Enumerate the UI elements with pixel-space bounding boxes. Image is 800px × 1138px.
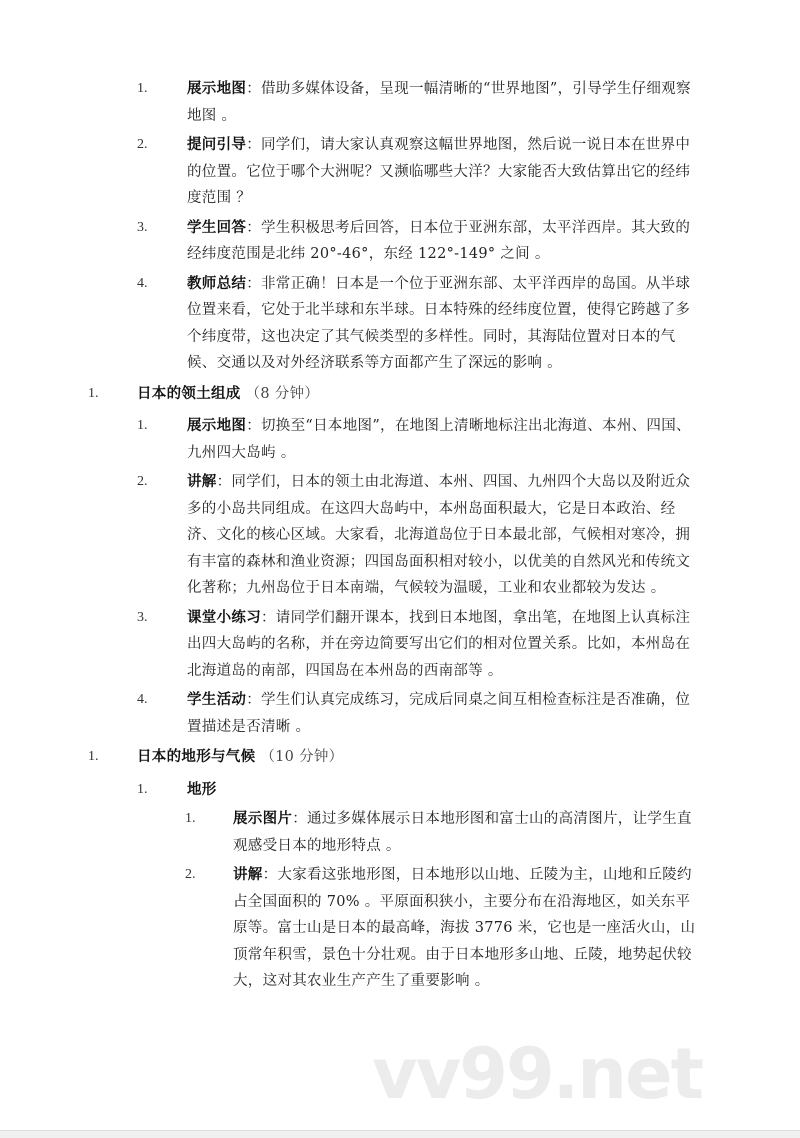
text-line (187, 76, 800, 103)
text-line (233, 833, 800, 860)
text-line (187, 469, 800, 496)
list-item-level-3 (0, 862, 800, 995)
text-line (187, 132, 800, 159)
text-line (187, 413, 800, 440)
text-line (187, 103, 800, 130)
text-line (187, 549, 800, 576)
list-item-level-1 (0, 381, 800, 408)
text-line (233, 889, 800, 916)
line-text: ：非常正确！日本是一个位于亚洲东部、太平洋西岸的岛国。从半球 (246, 275, 691, 292)
line-text: ：同学们，请大家认真观察这幅世界地图，然后说一说日本在世界中 (246, 137, 691, 153)
item-label: 讲解 (187, 473, 217, 490)
text-line (187, 522, 800, 549)
list-item-level-2 (0, 215, 800, 268)
line-text: 多的小岛共同组成。在这四大岛屿中，本州岛面积最大，它是日本政治、经 (187, 500, 676, 517)
text-line (187, 605, 800, 632)
line-text: ：通过多媒体展示日本地形图和富士山的高清图片，让学生直 (292, 811, 692, 827)
text-line (233, 942, 800, 969)
list-item-level-2 (0, 605, 800, 685)
line-text: （8 分钟） (240, 385, 320, 402)
list-item-text (187, 413, 800, 466)
list-number: 4. (137, 692, 148, 707)
item-label: 展示地图 (187, 80, 247, 97)
item-label: 提问引导 (187, 136, 247, 153)
text-line (187, 241, 800, 268)
list-number: 1. (88, 749, 99, 764)
document-body (0, 76, 800, 998)
item-label: 课堂小练习 (187, 608, 261, 626)
list-item-level-2 (0, 777, 800, 804)
watermark: vv99.net (372, 1033, 703, 1115)
list-number: 1. (137, 81, 148, 96)
text-line (233, 862, 800, 889)
list-number: 2. (137, 137, 148, 152)
list-number: 1. (88, 385, 99, 401)
list-item-text (187, 605, 800, 685)
item-label: 日本的领土组成 (137, 384, 241, 402)
text-line (187, 271, 800, 298)
list-item-level-2 (0, 76, 800, 129)
text-line (187, 324, 800, 351)
line-text: ：请同学们翻开课本，找到日本地图，拿出笔，在地图上认真标注 (261, 609, 691, 626)
text-line (187, 714, 800, 741)
line-text: （10 分钟） (255, 749, 344, 765)
line-text: 出四大岛屿的名称，并在旁边简要写出它们的相对位置关系。比如，本州岛在 (187, 636, 691, 652)
line-text: 度范围 ？ (187, 190, 252, 206)
list-item-text (187, 76, 800, 129)
line-text: ：学生们认真完成练习，完成后同桌之间互相检查标注是否准确，位 (246, 692, 691, 708)
item-label: 教师总结 (187, 274, 247, 292)
text-line (187, 215, 800, 242)
line-text: 顶常年积雪，景色十分壮观。由于日本地形多山地、丘陵，地势起伏较 (233, 946, 692, 963)
list-number: 4. (137, 275, 148, 291)
text-line (187, 185, 800, 212)
line-text: ：切换至“日本地图”，在地图上清晰地标注出北海道、本州、四国、 (246, 418, 691, 434)
text-line (187, 496, 800, 523)
line-text: 占全国面积的 70% 。平原面积狭小，主要分布在沿海地区，如关东平 (233, 893, 691, 910)
text-line (233, 968, 800, 995)
list-item-text (137, 381, 800, 408)
text-line (187, 575, 800, 602)
text-line (187, 297, 800, 324)
text-line (187, 159, 800, 186)
list-item-text (233, 862, 800, 995)
line-text: 原等。富士山是日本的最高峰，海拔 3776 米，它也是一座活火山，山 (233, 920, 696, 936)
text-line (187, 658, 800, 685)
line-text: ：大家看这张地形图，日本地形以山地、丘陵为主，山地和丘陵约 (262, 867, 692, 883)
line-text: 地图 。 (187, 107, 237, 124)
line-text: 经纬度范围是北纬 20°-46°，东经 122°-149° 之间 。 (187, 246, 550, 262)
line-text: ：借助多媒体设备，呈现一幅清晰的“世界地图”，引导学生仔细观察 (246, 81, 691, 97)
list-number: 1. (137, 418, 148, 433)
list-item-text (187, 687, 800, 740)
line-text: 九州四大岛屿 。 (187, 444, 296, 461)
list-number: 1. (137, 781, 148, 797)
item-label: 学生活动 (187, 691, 247, 708)
line-text: 北海道岛的南部，四国岛在本州岛的西南部等 。 (187, 662, 503, 679)
text-line (187, 631, 800, 658)
text-line (233, 915, 800, 942)
list-item-text (187, 777, 800, 804)
list-item-level-2 (0, 413, 800, 466)
line-text: ：同学们，日本的领土由北海道、本州、四国、九州四个大岛以及附近众 (216, 474, 691, 490)
line-text: 济、文化的核心区域。大家看，北海道岛位于日本最北部，气候相对寒冷，拥 (187, 527, 691, 543)
list-item-text (187, 215, 800, 268)
line-text: 个纬度带，这也决定了其气候类型的多样性。同时，其海陆位置对日本的气 (187, 328, 676, 345)
text-line (187, 687, 800, 714)
list-item-level-2 (0, 132, 800, 212)
text-line (233, 806, 800, 833)
list-item-level-1 (0, 744, 800, 771)
list-number: 3. (137, 609, 148, 625)
line-text: ：学生积极思考后回答，日本位于亚洲东部，太平洋西岸。其大致的 (246, 219, 691, 236)
list-item-level-2 (0, 687, 800, 740)
item-label: 讲解 (233, 866, 263, 883)
list-item-text (137, 744, 800, 771)
text-line (137, 744, 800, 771)
list-item-level-3 (0, 806, 800, 859)
list-item-level-2 (0, 271, 800, 377)
line-text: 位置来看，它处于北半球和东半球。日本特殊的经纬度位置，使得它跨越了多 (187, 302, 691, 318)
line-text: 置描述是否清晰 。 (187, 718, 311, 735)
list-item-level-2 (0, 469, 800, 602)
list-number: 2. (185, 867, 196, 882)
line-text: 大，这对其农业生产产生了重要影响 。 (233, 973, 490, 989)
line-text: 观感受日本的地形特点 。 (233, 837, 401, 854)
item-label: 地形 (187, 780, 217, 798)
item-label: 学生回答 (187, 218, 247, 236)
list-item-text (187, 132, 800, 212)
text-line (187, 440, 800, 467)
line-text: 化著称；九州岛位于日本南端，气候较为温暖，工业和农业都较为发达 。 (187, 580, 666, 596)
list-number: 1. (185, 811, 196, 826)
list-number: 3. (137, 219, 148, 235)
list-item-text (233, 806, 800, 859)
list-number: 2. (137, 474, 148, 489)
line-text: 候、交通以及对外经济联系等方面都产生了深远的影响 。 (187, 355, 562, 371)
text-line (137, 381, 800, 408)
line-text: 有丰富的森林和渔业资源；四国岛面积相对较小，以优美的自然风光和传统文 (187, 553, 691, 570)
item-label: 展示地图 (187, 417, 247, 434)
item-label: 日本的地形与气候 (137, 748, 256, 765)
text-line (187, 350, 800, 377)
item-label: 展示图片 (233, 810, 293, 827)
line-text: 的位置。它位于哪个大洲呢？又濒临哪些大洋？大家能否大致估算出它的经纬 (187, 163, 691, 180)
text-line (187, 777, 800, 804)
list-item-text (187, 271, 800, 377)
list-item-text (187, 469, 800, 602)
